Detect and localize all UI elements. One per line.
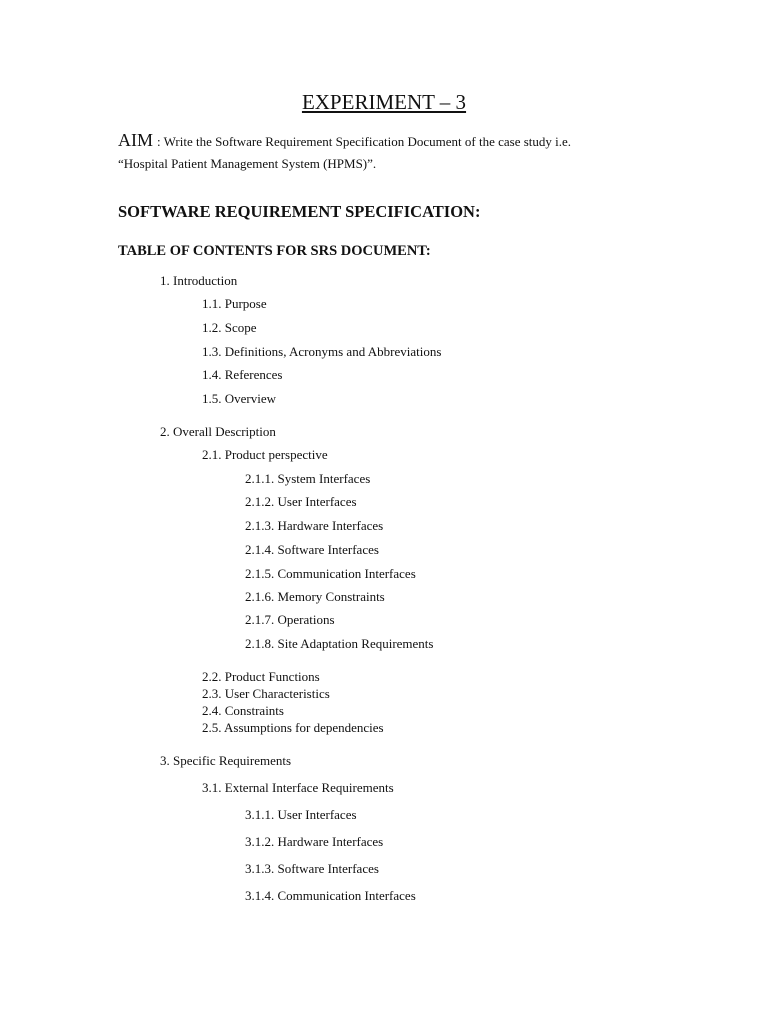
toc-item-1-1: 1.1. Purpose	[202, 296, 267, 311]
toc-item-1-2: 1.2. Scope	[202, 320, 257, 335]
aim-colon: :	[157, 134, 161, 149]
toc-item-2-1-3: 2.1.3. Hardware Interfaces	[245, 518, 384, 533]
toc-item-2-4: 2.4. Constraints	[202, 703, 284, 718]
toc-item-1-3: 1.3. Definitions, Acronyms and Abbreviations	[202, 344, 442, 359]
toc-item-3-1-3: 3.1.3. Software Interfaces	[245, 861, 379, 876]
toc-item-2: 2. Overall Description	[160, 424, 276, 439]
toc-item-3-1-4: 3.1.4. Communication Interfaces	[245, 888, 416, 903]
page-title: EXPERIMENT – 3	[301, 90, 467, 114]
toc-item-1-4: 1.4. References	[202, 367, 283, 382]
toc-item-3-1: 3.1. External Interface Requirements	[202, 780, 394, 795]
toc-item-2-1-5: 2.1.5. Communication Interfaces	[245, 566, 416, 581]
toc-item-2-1-4: 2.1.4. Software Interfaces	[245, 542, 379, 557]
toc-item-2-1-1: 2.1.1. System Interfaces	[245, 471, 371, 486]
aim-text-line1: Write the Software Requirement Specification Document of the case study i.e.	[163, 134, 572, 149]
toc-item-2-3: 2.3. User Characteristics	[202, 686, 330, 701]
toc-item-2-1-2: 2.1.2. User Interfaces	[245, 494, 357, 509]
toc-item-1: 1. Introduction	[160, 273, 238, 288]
aim-line	[118, 132, 571, 150]
toc-item-1-5: 1.5. Overview	[202, 391, 277, 406]
toc-item-3-1-2: 3.1.2. Hardware Interfaces	[245, 834, 384, 849]
aim-text-line2: “Hospital Patient Management System (HPMS)”.	[118, 156, 377, 171]
srs-heading: SOFTWARE REQUIREMENT SPECIFICATION:	[118, 202, 481, 221]
toc-item-2-1: 2.1. Product perspective	[202, 447, 328, 462]
aim-label: AIM	[118, 130, 153, 150]
toc-item-2-1-8: 2.1.8. Site Adaptation Requirements	[245, 636, 434, 651]
toc-item-2-2: 2.2. Product Functions	[202, 669, 320, 684]
toc-item-2-1-7: 2.1.7. Operations	[245, 612, 335, 627]
toc-item-3-1-1: 3.1.1. User Interfaces	[245, 807, 357, 822]
toc-item-3: 3. Specific Requirements	[160, 753, 292, 768]
toc-heading: TABLE OF CONTENTS FOR SRS DOCUMENT:	[118, 243, 431, 259]
toc-item-2-5: 2.5. Assumptions for dependencies	[202, 720, 384, 735]
toc-item-2-1-6: 2.1.6. Memory Constraints	[245, 589, 385, 604]
